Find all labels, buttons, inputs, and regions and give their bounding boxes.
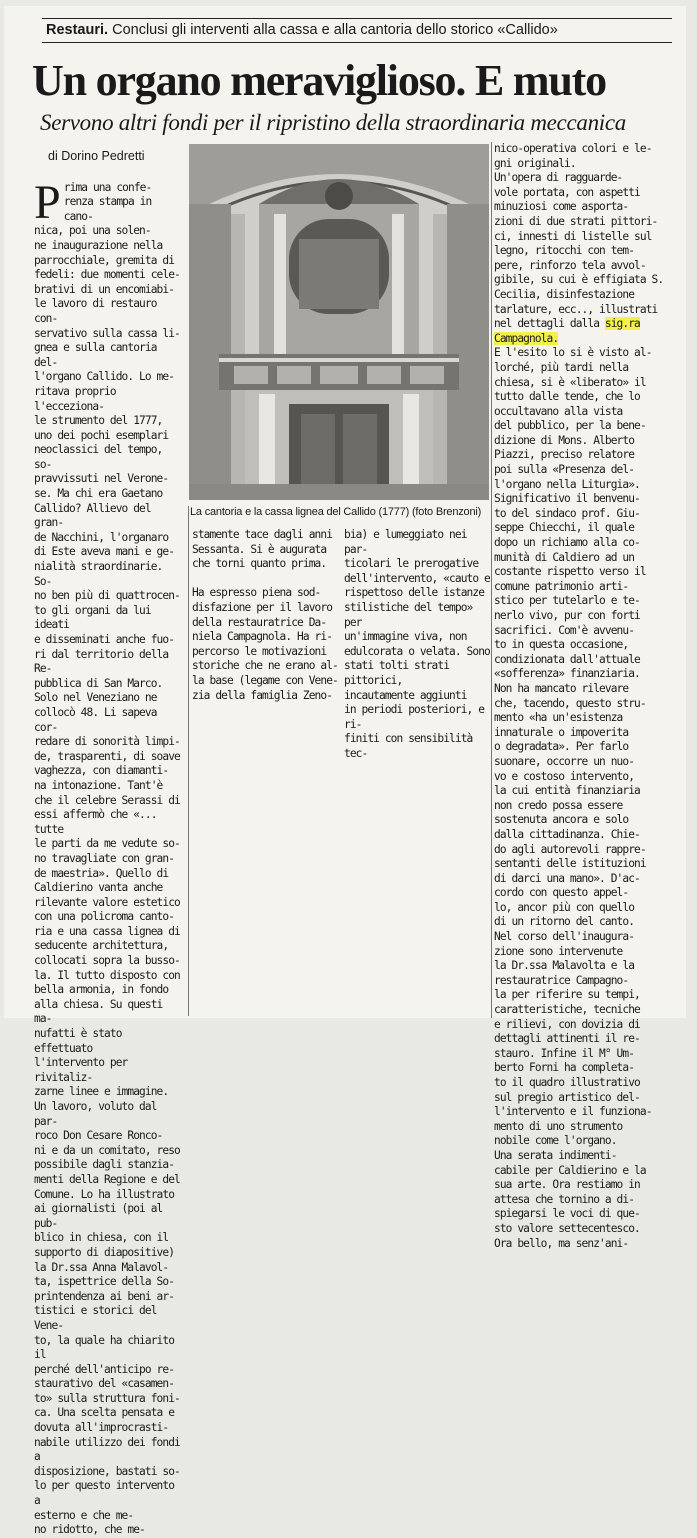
organ-photo — [189, 144, 489, 500]
column-4-text-b: E l'esito lo si è visto al- lorché, più tardi nella chiesa, si è «liberato» il tutto dalle tende, che lo occultavano alla vista del pubblico, per la bene- dizione di Mons. Alberto Piazzi, preciso relatore poi sulla «Presenza del- l'organo nella Liturgia». Significativo il benvenu- to del sindaco prof. Giu- seppe Chiecchi, il quale dopo un richiamo alla co- munità di Caldiero ad un costante rispetto verso il comune patrimonio arti- stico per tutelarlo e te- nerlo vivo, pur con forti sacrifici. Com'è avvenu- to in questa occasione, condizionata dall'attuale «sofferenza» finanziaria. Non ha mancato rilevare che, tacendo, questo stru- mento «ha un'esistenza innaturale o impoverita o degradata». Per farlo suonare, occorre un nuo- vo e costoso intervento, la cui entità finanziaria non credo possa essere sostenuta ancora e solo dalla cittadinanza. Chie- do agli autorevoli rappre- sentanti delle istituzioni di darci una mano». D'ac- cordo con questo appel- lo, ancor più con quello di un ritorno del canto. Nel corso dell'inaugura- zione sono intervenute la Dr.ssa Malavolta e la restauratrice Campagno- la per riferire su tempi, caratteristiche, tecniche e rilievi, con dovizia di dettagli attinenti il re- stauro. Infine il M° Um- berto Forni ha completa- to il quadro illustrativo sul pregio artistico del- l'intervento e il funziona- mento di uno strumento nobile come l'organo. Una serata indimenti- cabile per Caldierino e la sua arte. Ora restiamo in attesa che tornino a di- spiegarsi le voci di que- sto valore settecentesco. Ora bello, ma senz'ani- — [494, 346, 652, 1250]
article-column-4 — [494, 142, 674, 1250]
article-column-1 — [34, 166, 184, 1537]
article-column-3: bia) e lumeggiato nei par- ticolari le prerogative dell'intervento, «cauto e rispettoso delle istanze stilistiche del tempo» per un'immagine viva, non edulcorata o velata. Sono stati tolti strati pittorici, incautamente aggiunti in periodi posteriori, e ri- finiti con sensibilità tec- — [344, 528, 490, 760]
subheadline: Servono altri fondi per il ripristino della straordinaria meccanica — [40, 110, 626, 135]
kicker-section: Restauri. — [46, 22, 109, 38]
kicker-line — [42, 18, 672, 43]
newspaper-clipping — [4, 6, 686, 1537]
highlighted-name: sig.ra Campagnola. — [494, 317, 640, 345]
column-rule — [188, 506, 189, 1016]
byline: di Dorino Pedretti — [48, 149, 145, 163]
column-4-text-a: nico-operativa colori e le- gni originali. Un'opera di ragguarde- vole portata, con aspetti minuziosi come asporta- zioni di due strati pittori- ci, innesti di listelle sul legno, ritocchi con tem- pere, rinforzo tela avvol- gibile, su cui è effigiata S. Cecilia, disinfestazione tarlature, ecc.., illustrati nel dettagli dalla — [494, 142, 664, 331]
drop-cap: P — [34, 175, 60, 229]
organ-loft-image — [189, 144, 489, 500]
column-rule — [491, 142, 492, 1018]
photo-caption: La cantoria e la cassa lignea del Callido (1777) (foto Brenzoni) — [190, 506, 482, 518]
kicker-text: Conclusi gli interventi alla cassa e alla cantoria dello storico «Callido» — [108, 22, 558, 38]
headline: Un organo meraviglioso. E muto — [32, 56, 606, 105]
article-column-2: stamente tace dagli anni Sessanta. Si è augurata che torni quanto prima. Ha espresso piena sod- disfazione per il lavoro della restauratrice Da- niela Campagnola. Ha ri- percorso le motivazioni storiche che ne erano al- la base (legame con Vene- zia della famiglia Zeno- — [192, 528, 338, 702]
column-1-text: rima una confe- renza stampa in cano- nica, poi una solen- ne inaugurazione nella parrocchiale, gremita di fedeli: due momenti cele- brativi di un encomiabi- le lavoro di restauro con- servativo sulla cassa li- gnea e sulla cantoria del- l'organo Callido. Lo me- ritava proprio l'ecceziona- le strumento del 1777, uno dei pochi esemplari neoclassici del tempo, so- pravvissuti nel Verone- se. Ma chi era Gaetano Callido? Allievo del gran- de Nacchini, l'organaro di Este aveva mani e ge- nialità straordinarie. So- no ben più di quattrocen- to gli organi da lui ideati e disseminati anche fuo- ri dal territorio della Re- pubblica di San Marco. Solo nel Veneziano ne collocò 48. Li sapeva cor- redare di sonorità limpi- de, trasparenti, di soave vaghezza, con diamanti- na intonazione. Tant'è che il celebre Serassi di essi affermò che «... tutte le parti da me vedute so- no travagliate con gran- de maestria». Quello di Caldierino vanta anche rilevante valore estetico con una policroma canto- ria e una cassa lignea di seducente architettura, collocati sopra la busso- la. Il tutto disposto con bella armonia, in fondo alla chiesa. Su questi ma- nufatti è stato effettuato l'intervento per rivitaliz- zarne linee e immagine. Un lavoro, voluto dal par- roco Don Cesare Ronco- ni e da un comitato, reso possibile dagli stanzia- menti della Regione e del Comune. Lo ha illustrato ai giornalisti (poi al pub- blico in chiesa, con il supporto di diapositive) la Dr.ssa Anna Malavol- ta, ispettrice della So- printendenza ai beni ar- tistici e storici del Vene- to, la quale ha chiarito il perché dell'anticipo re- staurativo del «casamen- to» sulla struttura foni- ca. Una scelta pensata e dovuta all'improcrasti- nabile utilizzo dei fondi a disposizione, bastati so- lo per questo intervento a esterno e che me- no ridotto, che me- — [34, 180, 180, 1537]
